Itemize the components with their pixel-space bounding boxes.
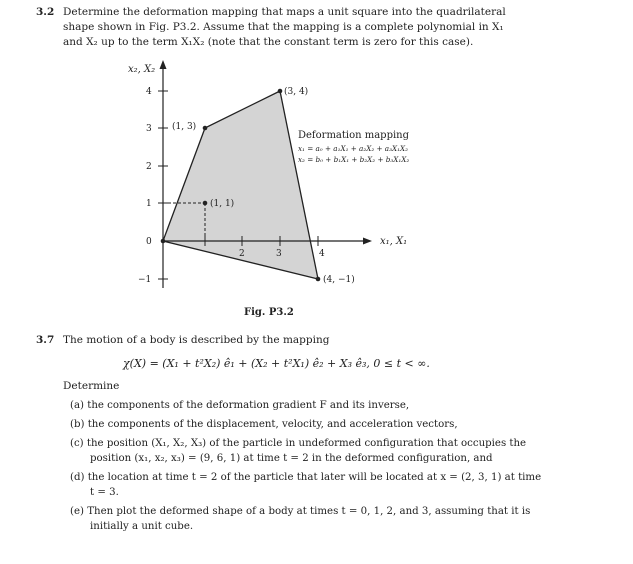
y-tick-2: 2 bbox=[146, 162, 152, 172]
vertex-3-4 bbox=[278, 89, 283, 94]
x-tick-4: 4 bbox=[319, 249, 325, 259]
x-axis-arrow bbox=[363, 238, 372, 245]
problem-3-7-number: 3.7 bbox=[36, 334, 55, 346]
item-d-line-1: (d) the location at time t = 2 of the particle that later will be located at x = (2, 3, 1) at time bbox=[70, 472, 542, 483]
problem-3-7-intro: The motion of a body is described by the mapping bbox=[63, 334, 330, 346]
y-tick-1: 1 bbox=[146, 199, 152, 209]
vertex-1-3 bbox=[203, 126, 208, 131]
vertex-4-m1 bbox=[316, 277, 321, 282]
vertex-origin bbox=[161, 239, 166, 244]
y-tick-3: 3 bbox=[146, 124, 152, 134]
x-tick-3: 3 bbox=[276, 249, 282, 259]
item-a: (a) the components of the deformation gradient F and its inverse, bbox=[70, 400, 410, 411]
y-axis-label: x₂, X₂ bbox=[128, 64, 156, 75]
y-tick-0: 0 bbox=[146, 237, 152, 247]
mapping-title: Deformation mapping bbox=[298, 130, 410, 141]
problem-3-2-line-3: and X₂ up to the term X₁X₂ (note that the constant term is zero for this case). bbox=[63, 36, 474, 48]
motion-formula: χ(X) = (X₁ + t²X₂) ê₁ + (X₂ + t²X₁) ê₂ + X₃ ê₃, 0 ≤ t < ∞. bbox=[123, 357, 430, 370]
label-point-1-3: (1, 3) bbox=[172, 122, 197, 132]
problem-3-2-line-2: shape shown in Fig. P3.2. Assume that the mapping is a complete polynomial in X₁ bbox=[63, 21, 504, 33]
figure-caption: Fig. P3.2 bbox=[244, 307, 294, 318]
point-1-1 bbox=[203, 201, 208, 206]
item-d-line-2: t = 3. bbox=[90, 487, 119, 498]
label-point-1-1: (1, 1) bbox=[210, 199, 235, 209]
mapping-eq-2: x₂ = b₀ + b₁X₁ + b₂X₂ + b₃X₁X₂ bbox=[298, 155, 410, 164]
problem-3-2-number: 3.2 bbox=[36, 6, 55, 18]
x-tick-2: 2 bbox=[239, 249, 245, 259]
y-tick-4: 4 bbox=[146, 87, 152, 97]
item-c-line-2: position (x₁, x₂, x₃) = (9, 6, 1) at time t = 2 in the deformed configuration, and bbox=[90, 453, 493, 464]
label-point-4-m1: (4, −1) bbox=[323, 275, 355, 285]
item-e-line-2: initially a unit cube. bbox=[90, 521, 194, 532]
y-tick-m1: −1 bbox=[138, 275, 152, 285]
y-axis-arrow bbox=[160, 60, 167, 69]
determine-label: Determine bbox=[63, 380, 120, 392]
item-c-line-1: (c) the position (X₁, X₂, X₃) of the particle in undeformed configuration that occupies the bbox=[70, 438, 527, 449]
x-axis-label: x₁, X₁ bbox=[380, 236, 408, 247]
label-point-3-4: (3, 4) bbox=[284, 87, 309, 97]
mapping-eq-1: x₁ = a₀ + a₁X₁ + a₂X₂ + a₃X₁X₂ bbox=[298, 144, 408, 153]
problem-3-2-line-1: Determine the deformation mapping that maps a unit square into the quadrilateral bbox=[63, 6, 506, 18]
item-e-line-1: (e) Then plot the deformed shape of a body at times t = 0, 1, 2, and 3, assuming that it is bbox=[70, 506, 531, 517]
item-b: (b) the components of the displacement, velocity, and acceleration vectors, bbox=[70, 419, 458, 430]
